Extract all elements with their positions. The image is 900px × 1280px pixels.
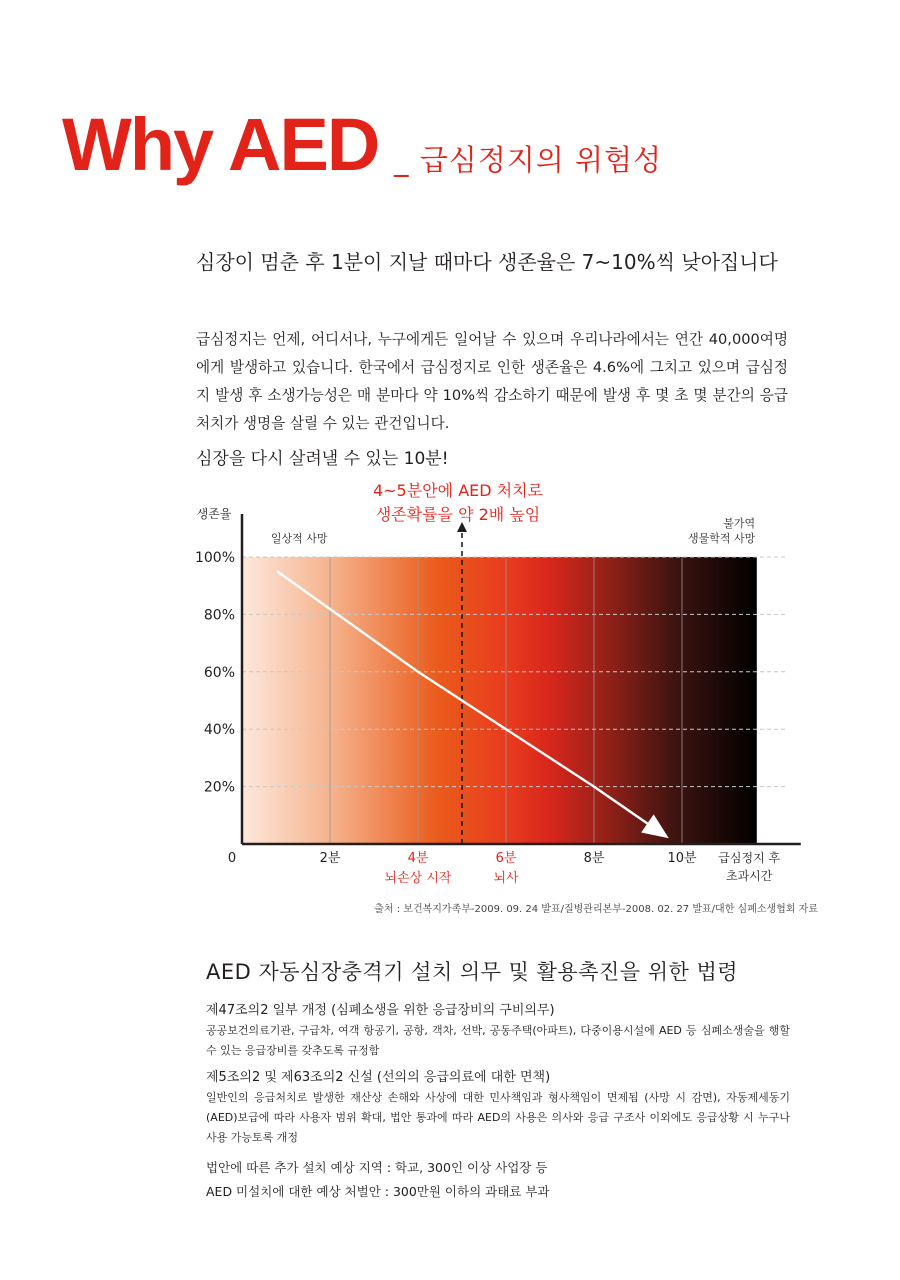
x-tick-label: 6분 — [495, 851, 517, 866]
x-tick-label: 0 — [227, 851, 237, 866]
x-tick-label: 2분 — [319, 851, 341, 866]
source-note: 출처 : 보건복지가족부-2009. 09. 24 발표/질병관리본부-2008. 02. 27 발표/대한 심폐소생협회 자료 — [374, 904, 818, 915]
zone-label: 일상적 사망 — [270, 532, 328, 545]
law-item — [206, 1001, 790, 1061]
x-tick-label: 10분 — [667, 851, 697, 866]
y-axis-label: 생존율 — [196, 507, 232, 521]
law-extra-note: AED 미설치에 대한 예상 처벌안 : 300만원 이하의 과태료 부과 — [206, 1184, 550, 1199]
y-tick-label: 60% — [203, 664, 235, 681]
body-paragraph: 급심정지는 언제, 어디서나, 누구에게든 일어날 수 있으며 우리나라에서는 연간 40,000여명에게 발생하고 있습니다. 한국에서 급심정지로 인한 생존율은 4.6%에 그치고 있으며 급심정지 발생 후 소생가능성은 매 분마다 약 10%씩 감소하기 때문에 발생 후 몇 초 몇 분간의 응급 처치가 생명을 살릴 수 있는 관건입니다. — [196, 331, 788, 432]
annotation-line: 생존확률을 약 2배 높임 — [375, 505, 541, 524]
page-title: Why AED — [62, 103, 379, 186]
lead-paragraph: 심장이 멈춘 후 1분이 지날 때마다 생존율은 7~10%씩 낮아집니다 — [196, 250, 778, 274]
x-axis-label: 급심정지 후 — [718, 851, 781, 865]
x-tick-sublabel: 뇌사 — [493, 871, 519, 886]
x-tick-label: 4분 — [407, 851, 429, 866]
annotation-line: 4~5분안에 AED 처치로 — [372, 481, 544, 500]
x-tick-sublabel: 뇌손상 시작 — [384, 871, 452, 886]
law-extra-note: 법안에 따른 추가 설치 예상 지역 : 학교, 300인 이상 사업장 등 — [206, 1160, 548, 1175]
page-subtitle: _ 급심정지의 위험성 — [394, 143, 663, 177]
law-item-heading: 제5조의2 및 제63조의2 신설 (선의의 응급의료에 대한 면책) — [206, 1070, 551, 1085]
law-item-text: 일반인의 응급처치로 발생한 재산상 손해와 사상에 대한 민사책임과 형사책임이 면제됨 (사망 시 감면), 자동제세동기 (AED)보급에 따라 사용자 범위 확대, 법안 통과에 따라 AED의 사용은 의사와 응급 구조사 이외에도 응급상황 시 누구나 사용 가능토록 개정 — [206, 1091, 790, 1144]
zone-label: 불가역 — [723, 517, 756, 530]
zone-label: 생물학적 사망 — [687, 532, 756, 545]
y-tick-label: 40% — [203, 722, 235, 739]
y-tick-label: 20% — [203, 779, 235, 796]
law-item — [206, 1068, 790, 1148]
law-item-heading: 제47조의2 일부 개정 (심폐소생을 위한 응급장비의 구비의무) — [206, 1003, 555, 1018]
y-tick-label: 80% — [203, 607, 235, 624]
chart-heading: 심장을 다시 살려낼 수 있는 10분! — [196, 449, 449, 469]
survival-chart — [180, 474, 820, 894]
law-section-title: AED 자동심장충격기 설치 의무 및 활용촉진을 위한 법령 — [206, 960, 739, 984]
law-item-text: 공공보건의료기관, 구급차, 여객 항공기, 공항, 객차, 선박, 공동주택(아파트), 다중이용시설에 AED 등 심폐소생술을 행할 수 있는 응급장비를 갖추도록 규정함 — [206, 1024, 790, 1057]
x-axis-label: 초과시간 — [726, 869, 773, 883]
y-tick-label: 100% — [194, 550, 235, 566]
x-tick-label: 8분 — [583, 851, 605, 866]
